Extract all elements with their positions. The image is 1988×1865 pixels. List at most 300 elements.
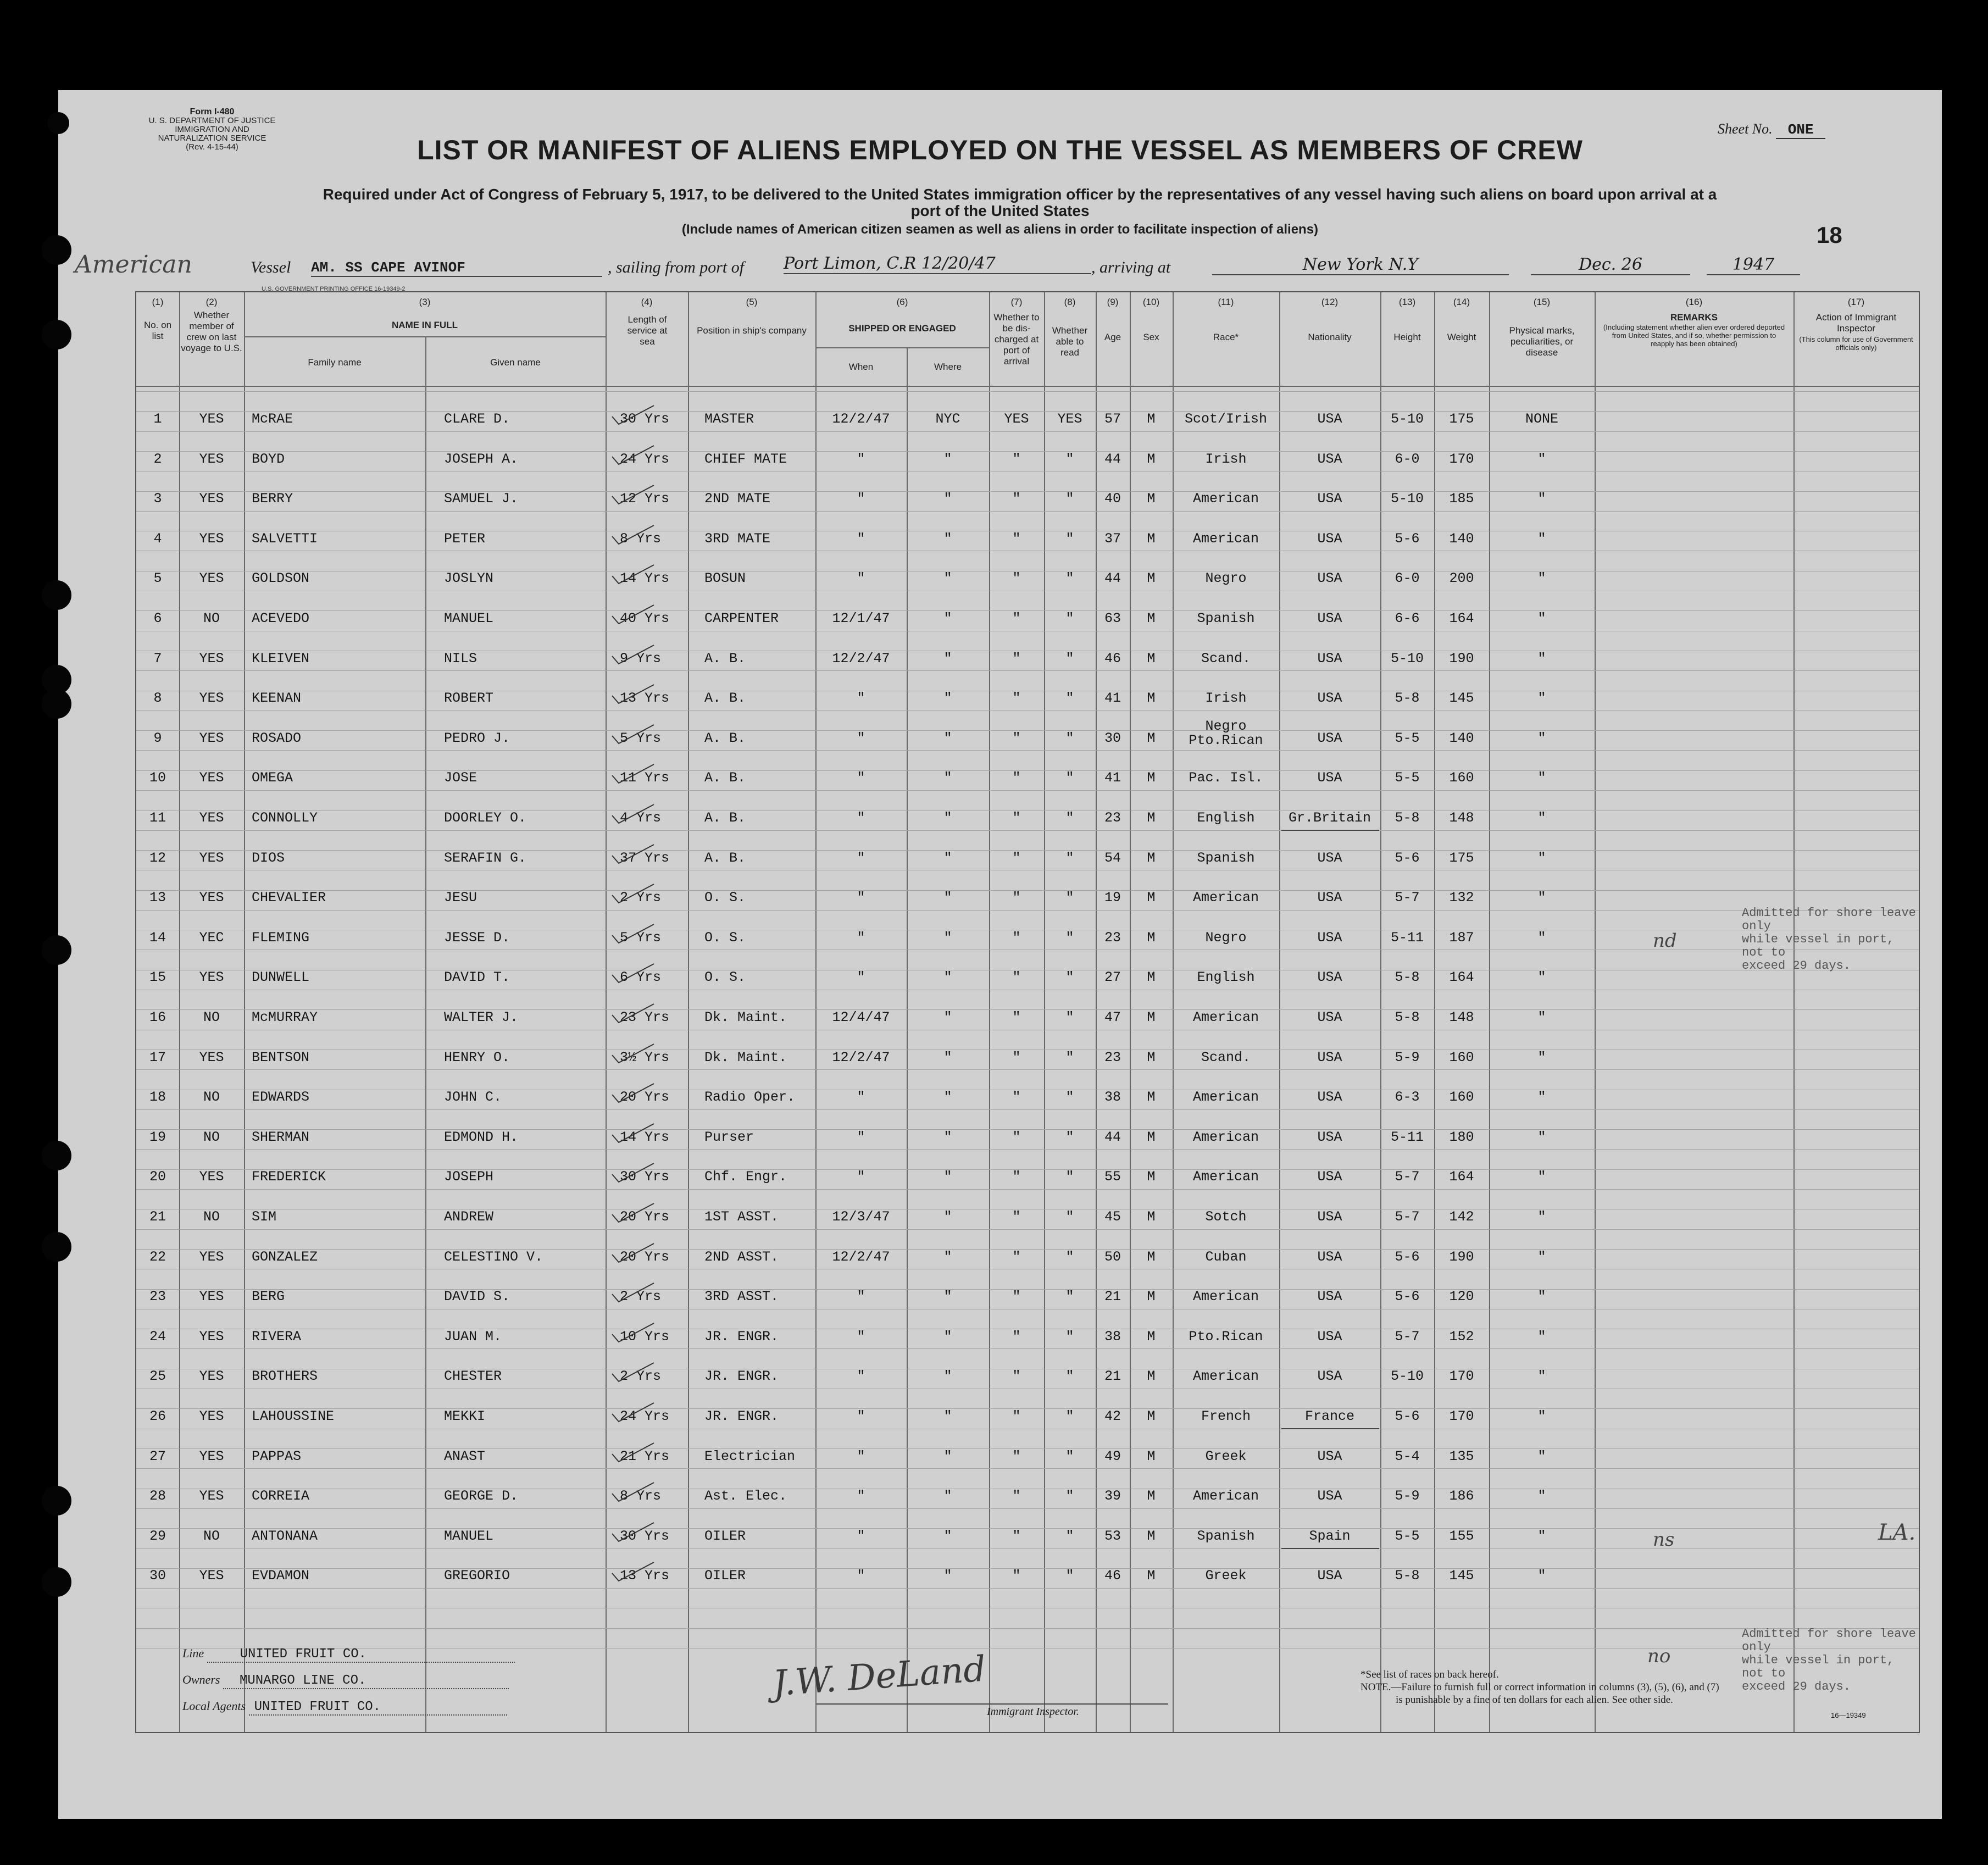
table-row <box>136 718 1919 758</box>
cell-service: 14 Yrs <box>620 570 670 587</box>
cell-given: DAVID S. <box>444 1289 510 1305</box>
cell-service: 11 Yrs <box>620 770 670 786</box>
cell-read: " <box>1065 1408 1074 1424</box>
cell-nationality: USA <box>1317 1129 1342 1145</box>
cell-nationality: USA <box>1317 1089 1342 1106</box>
cell-family: McRAE <box>252 411 293 427</box>
cell-nationality: USA <box>1317 1448 1342 1464</box>
cell-position: JR. ENGR. <box>704 1408 779 1424</box>
table-row <box>136 1117 1919 1157</box>
cell-service: 5 Yrs <box>620 730 662 746</box>
row26-action: LA. <box>1878 1520 1916 1545</box>
cell-race: American <box>1192 890 1259 906</box>
cell-where: " <box>943 1528 952 1544</box>
cell-where: " <box>943 1368 952 1385</box>
cell-race: American <box>1192 1129 1259 1145</box>
cell-crew: YES <box>199 1408 224 1424</box>
table-row <box>136 1476 1919 1516</box>
cell-position: A. B. <box>704 730 746 746</box>
cell-family: FLEMING <box>252 929 310 946</box>
colnum: (9) <box>1107 297 1119 307</box>
table-row <box>136 1396 1919 1436</box>
check-mark-icon <box>610 1362 659 1384</box>
cell-when: " <box>857 929 865 946</box>
cell-given: JOSE <box>444 770 477 786</box>
cell-race: American <box>1192 530 1259 547</box>
cell-sex: M <box>1147 1089 1156 1106</box>
cell-given: JOSEPH <box>444 1169 494 1185</box>
cell-physical: " <box>1537 1368 1546 1385</box>
cell-read: " <box>1065 1368 1074 1385</box>
cell-physical: " <box>1537 491 1546 507</box>
cell-age: 53 <box>1104 1528 1121 1544</box>
cell-position: OILER <box>704 1528 746 1544</box>
margin-note: American <box>75 251 192 279</box>
cell-age: 41 <box>1104 690 1121 707</box>
cell-read: " <box>1065 451 1074 467</box>
cell-crew: NO <box>203 1209 220 1225</box>
cell-discharged: " <box>1012 969 1021 986</box>
cell-nationality: USA <box>1317 1488 1342 1505</box>
cell-discharged: " <box>1012 770 1021 786</box>
cell-age: 40 <box>1104 491 1121 507</box>
cell-read: " <box>1065 1089 1074 1106</box>
cell-physical: " <box>1537 1089 1546 1106</box>
table-row <box>136 1037 1919 1077</box>
header-weight: Weight <box>1447 332 1476 342</box>
cell-crew: YES <box>199 411 224 427</box>
cell-discharged: " <box>1012 890 1021 906</box>
cell-physical: " <box>1537 770 1546 786</box>
cell-sex: M <box>1147 530 1156 547</box>
cell-sex: M <box>1147 690 1156 707</box>
cell-sex: M <box>1147 730 1156 746</box>
cell-sex: M <box>1147 1289 1156 1305</box>
cell-weight: 135 <box>1449 1448 1474 1464</box>
table-row <box>136 678 1919 718</box>
cell-service: 23 Yrs <box>620 1009 670 1025</box>
cell-crew: YES <box>199 730 224 746</box>
cell-crew: NO <box>203 1089 220 1106</box>
cell-discharged: " <box>1012 1528 1021 1544</box>
cell-weight: 190 <box>1449 1248 1474 1265</box>
check-mark-icon <box>610 963 659 985</box>
agents-label: Local Agents <box>182 1699 246 1713</box>
cell-position: Purser <box>704 1129 754 1145</box>
cell-family: KLEIVEN <box>252 650 310 667</box>
cell-sex: M <box>1147 770 1156 786</box>
cell-read: " <box>1065 530 1074 547</box>
cell-nationality: USA <box>1317 1328 1342 1345</box>
cell-crew: NO <box>203 610 220 626</box>
cell-race: Sotch <box>1205 1209 1247 1225</box>
remark-line: exceed 29 days. <box>1742 959 1851 973</box>
check-mark-icon <box>610 923 659 945</box>
row26-mark: ns <box>1653 1529 1675 1551</box>
cell-sex: M <box>1147 810 1156 826</box>
cell-weight: 186 <box>1449 1488 1474 1505</box>
cell-read: " <box>1065 1448 1074 1464</box>
cell-physical: " <box>1537 530 1546 547</box>
cell-given: JESU <box>444 890 477 906</box>
cell-race: Negro Pto.Rican <box>1189 718 1263 748</box>
cell-sex: M <box>1147 1568 1156 1584</box>
cell-race: Greek <box>1205 1448 1247 1464</box>
table-row <box>136 1356 1919 1396</box>
cell-physical: " <box>1537 1009 1546 1025</box>
cell-height: 5-7 <box>1395 1169 1420 1185</box>
cell-no: 13 <box>149 890 166 906</box>
cell-no: 15 <box>149 969 166 986</box>
cell-age: 38 <box>1104 1089 1121 1106</box>
cell-physical: " <box>1537 650 1546 667</box>
cell-where: " <box>943 1129 952 1145</box>
cell-race: Scot/Irish <box>1184 411 1268 427</box>
form-number: Form I-480 <box>190 107 235 116</box>
cell-family: EVDAMON <box>252 1568 310 1584</box>
cell-race: Negro <box>1205 929 1247 946</box>
cell-discharged: " <box>1012 1328 1021 1345</box>
cell-discharged: " <box>1012 929 1021 946</box>
cell-family: CORREIA <box>252 1488 310 1505</box>
cell-no: 30 <box>149 1568 166 1584</box>
cell-where: " <box>943 491 952 507</box>
cell-race: American <box>1192 1368 1259 1385</box>
cell-when: " <box>857 491 865 507</box>
remark-line: Admitted for shore leave only <box>1742 906 1916 933</box>
cell-physical: " <box>1537 610 1546 626</box>
cell-service: 10 Yrs <box>620 1328 670 1345</box>
page-number: 18 <box>1817 222 1842 248</box>
cell-sex: M <box>1147 610 1156 626</box>
cell-when: 12/4/47 <box>832 1009 890 1025</box>
cell-race: Cuban <box>1205 1248 1247 1265</box>
cell-physical: " <box>1537 1408 1546 1424</box>
manifest-page <box>58 90 1942 1819</box>
cell-service: 40 Yrs <box>620 610 670 626</box>
cell-read: " <box>1065 570 1074 587</box>
cell-crew: YES <box>199 810 224 826</box>
cell-height: 6-6 <box>1395 610 1420 626</box>
cell-given: MANUEL <box>444 610 494 626</box>
cell-family: ROSADO <box>252 730 302 746</box>
cell-family: PAPPAS <box>252 1448 302 1464</box>
colnum: (6) <box>896 297 908 307</box>
cell-height: 5-8 <box>1395 969 1420 986</box>
cell-physical: " <box>1537 1129 1546 1145</box>
cell-age: 46 <box>1104 1568 1121 1584</box>
inspector-line <box>817 1703 1168 1705</box>
cell-race: Spanish <box>1197 1528 1255 1544</box>
cell-given: ANAST <box>444 1448 486 1464</box>
remark-line: while vessel in port, not to <box>1742 1653 1895 1680</box>
check-mark-icon <box>610 644 659 666</box>
cell-given: PEDRO J. <box>444 730 510 746</box>
cell-race: Pto.Rican <box>1189 1328 1263 1345</box>
cell-nationality: USA <box>1317 610 1342 626</box>
cell-crew: YES <box>199 1368 224 1385</box>
cell-height: 5-6 <box>1395 1289 1420 1305</box>
cell-age: 37 <box>1104 530 1121 547</box>
cell-sex: M <box>1147 969 1156 986</box>
cell-position: Radio Oper. <box>704 1089 796 1106</box>
cell-physical: " <box>1537 890 1546 906</box>
cell-discharged: " <box>1012 850 1021 866</box>
cell-age: 45 <box>1104 1209 1121 1225</box>
header-physical: Physical marks, peculiarities, or disease <box>1509 325 1575 358</box>
cell-sex: M <box>1147 1448 1156 1464</box>
cell-where: " <box>943 730 952 746</box>
check-mark-icon <box>610 1561 659 1583</box>
cell-read: " <box>1065 770 1074 786</box>
header-nationality: Nationality <box>1308 332 1352 342</box>
colnum: (5) <box>746 297 758 307</box>
cell-when: " <box>857 451 865 467</box>
cell-physical: " <box>1537 929 1546 946</box>
cell-read: " <box>1065 929 1074 946</box>
cell-service: 8 Yrs <box>620 1488 662 1505</box>
cell-no: 26 <box>149 1408 166 1424</box>
cell-given: MEKKI <box>444 1408 486 1424</box>
header-remarks: REMARKS <box>1670 312 1718 323</box>
check-mark-icon <box>610 803 659 825</box>
cell-discharged: " <box>1012 1209 1021 1225</box>
cell-race: Irish <box>1205 690 1247 707</box>
cell-physical: " <box>1537 810 1546 826</box>
header-where: Where <box>934 362 962 372</box>
cell-height: 5-8 <box>1395 1009 1420 1025</box>
cell-service: 21 Yrs <box>620 1448 670 1464</box>
cell-no: 18 <box>149 1089 166 1106</box>
colnum: (14) <box>1453 297 1470 307</box>
check-mark-icon <box>610 684 659 706</box>
cell-physical: " <box>1537 1488 1546 1505</box>
colnum: (15) <box>1533 297 1551 307</box>
cell-family: BENTSON <box>252 1049 310 1065</box>
cell-no: 24 <box>149 1328 166 1345</box>
punch-hole <box>47 112 69 134</box>
cell-age: 46 <box>1104 650 1121 667</box>
arriving-label: , arriving at <box>1091 258 1171 276</box>
cell-physical: " <box>1537 1448 1546 1464</box>
cell-crew: YES <box>199 650 224 667</box>
nationality-underline <box>1281 830 1379 831</box>
cell-crew: YES <box>199 1488 224 1505</box>
cell-nationality: USA <box>1317 850 1342 866</box>
cell-height: 6-0 <box>1395 451 1420 467</box>
cell-where: NYC <box>935 411 960 427</box>
cell-nationality: USA <box>1317 929 1342 946</box>
cell-position: 1ST ASST. <box>704 1209 779 1225</box>
cell-where: " <box>943 1169 952 1185</box>
cell-position: Dk. Maint. <box>704 1009 787 1025</box>
cell-family: DUNWELL <box>252 969 310 986</box>
cell-nationality: USA <box>1317 1368 1342 1385</box>
cell-given: GREGORIO <box>444 1568 510 1584</box>
cell-race: American <box>1192 1089 1259 1106</box>
cell-given: JOHN C. <box>444 1089 502 1106</box>
cell-physical: " <box>1537 1328 1546 1345</box>
cell-nationality: USA <box>1317 530 1342 547</box>
cell-weight: 140 <box>1449 730 1474 746</box>
cell-nationality: Spain <box>1309 1528 1351 1544</box>
cell-race: English <box>1197 810 1255 826</box>
cell-where: " <box>943 1328 952 1345</box>
cell-when: " <box>857 1448 865 1464</box>
cell-service: 30 Yrs <box>620 1528 670 1544</box>
cell-read: " <box>1065 1328 1074 1345</box>
cell-given: CELESTINO V. <box>444 1248 543 1265</box>
cell-no: 4 <box>153 530 162 547</box>
cell-weight: 170 <box>1449 1408 1474 1424</box>
cell-given: ROBERT <box>444 690 494 707</box>
row29-mark: no <box>1647 1645 1671 1667</box>
nationality-underline <box>1281 1548 1379 1549</box>
cell-sex: M <box>1147 1169 1156 1185</box>
cell-service: 20 Yrs <box>620 1248 670 1265</box>
cell-height: 5-6 <box>1395 1408 1420 1424</box>
cell-no: 2 <box>153 451 162 467</box>
cell-when: 12/2/47 <box>832 411 890 427</box>
cell-weight: 152 <box>1449 1328 1474 1345</box>
cell-physical: " <box>1537 570 1546 587</box>
cell-age: 30 <box>1104 730 1121 746</box>
cell-sex: M <box>1147 451 1156 467</box>
check-mark-icon <box>610 1242 659 1264</box>
cell-sex: M <box>1147 1528 1156 1544</box>
cell-where: " <box>943 570 952 587</box>
cell-when: 12/2/47 <box>832 650 890 667</box>
cell-physical: " <box>1537 1209 1546 1225</box>
punch-hole <box>42 935 71 965</box>
cell-sex: M <box>1147 1209 1156 1225</box>
cell-read: " <box>1065 1009 1074 1025</box>
cell-family: RIVERA <box>252 1328 302 1345</box>
table-row <box>136 639 1919 678</box>
check-mark-icon <box>610 404 659 426</box>
cell-position: MASTER <box>704 411 754 427</box>
cell-height: 5-11 <box>1390 1129 1424 1145</box>
table-row <box>136 1556 1919 1595</box>
owners-value: MUNARGO LINE CO. <box>223 1673 509 1689</box>
nationality-underline <box>1281 1428 1379 1429</box>
cell-no: 3 <box>153 491 162 507</box>
cell-physical: " <box>1537 1568 1546 1584</box>
cell-sex: M <box>1147 1408 1156 1424</box>
cell-no: 22 <box>149 1248 166 1265</box>
cell-given: SAMUEL J. <box>444 491 519 507</box>
cell-nationality: France <box>1304 1408 1354 1424</box>
cell-read: " <box>1065 1129 1074 1145</box>
line-value: UNITED FRUIT CO. <box>207 1647 515 1663</box>
cell-weight: 164 <box>1449 1169 1474 1185</box>
check-mark-icon <box>610 1481 659 1503</box>
punch-hole <box>42 1567 71 1597</box>
cell-height: 5-7 <box>1395 1209 1420 1225</box>
cell-age: 47 <box>1104 1009 1121 1025</box>
cell-physical: " <box>1537 1289 1546 1305</box>
cell-service: 24 Yrs <box>620 1408 670 1424</box>
cell-discharged: " <box>1012 730 1021 746</box>
cell-family: SALVETTI <box>252 530 318 547</box>
cell-given: WALTER J. <box>444 1009 519 1025</box>
check-mark-icon <box>610 1003 659 1025</box>
header-able-to-read: Whether able to read <box>1052 325 1088 358</box>
colnum: (8) <box>1064 297 1076 307</box>
colnum: (2) <box>206 297 218 307</box>
cell-sex: M <box>1147 1129 1156 1145</box>
cell-no: 6 <box>153 610 162 626</box>
ruling-line <box>136 1628 1919 1629</box>
cell-family: LAHOUSSINE <box>252 1408 335 1424</box>
cell-no: 14 <box>149 929 166 946</box>
cell-race: Negro <box>1205 570 1247 587</box>
cell-crew: NO <box>203 1129 220 1145</box>
header-no-on-list: No. on list <box>143 320 172 341</box>
cell-when: " <box>857 969 865 986</box>
cell-service: 20 Yrs <box>620 1209 670 1225</box>
cell-when: 12/3/47 <box>832 1209 890 1225</box>
table-row <box>136 479 1919 518</box>
header-discharged: Whether to be dis-charged at port of arrival <box>993 312 1040 367</box>
cell-age: 57 <box>1104 411 1121 427</box>
cell-when: " <box>857 530 865 547</box>
footer-code: 16—19349 <box>1831 1711 1866 1719</box>
table-row <box>136 1157 1919 1196</box>
cell-read: " <box>1065 1488 1074 1505</box>
cell-no: 28 <box>149 1488 166 1505</box>
cell-when: " <box>857 1129 865 1145</box>
cell-height: 5-10 <box>1390 650 1424 667</box>
cell-service: 9 Yrs <box>620 650 662 667</box>
cell-nationality: USA <box>1317 690 1342 707</box>
cell-position: 2ND ASST. <box>704 1248 779 1265</box>
cell-discharged: " <box>1012 1448 1021 1464</box>
cell-weight: 175 <box>1449 850 1474 866</box>
cell-race: Pac. Isl. <box>1189 770 1263 786</box>
cell-given: DAVID T. <box>444 969 510 986</box>
cell-age: 41 <box>1104 770 1121 786</box>
cell-race: Spanish <box>1197 850 1255 866</box>
note-2: is punishable by a fine of ten dollars for each alien. See other side. <box>1396 1694 1673 1706</box>
cell-family: DIOS <box>252 850 285 866</box>
cell-height: 5-5 <box>1395 770 1420 786</box>
cell-where: " <box>943 810 952 826</box>
table-row <box>136 878 1919 917</box>
cell-family: SIM <box>252 1209 277 1225</box>
cell-discharged: " <box>1012 1568 1021 1584</box>
cell-nationality: USA <box>1317 491 1342 507</box>
remark-line: Admitted for shore leave only <box>1742 1627 1916 1654</box>
cell-physical: " <box>1537 1248 1546 1265</box>
table-row <box>136 1197 1919 1236</box>
header-rule <box>815 347 989 348</box>
cell-nationality: USA <box>1317 1209 1342 1225</box>
check-mark-icon <box>610 564 659 586</box>
cell-weight: 175 <box>1449 411 1474 427</box>
sheet-label: Sheet No. <box>1718 121 1773 137</box>
check-mark-icon <box>610 524 659 546</box>
cell-sex: M <box>1147 890 1156 906</box>
cell-service: 12 Yrs <box>620 491 670 507</box>
cell-physical: " <box>1537 1049 1546 1065</box>
cell-read: " <box>1065 730 1074 746</box>
colnum: (11) <box>1218 297 1234 307</box>
cell-where: " <box>943 1209 952 1225</box>
note-1: NOTE.—Failure to furnish full or correct information in columns (3), (5), (6), and (7) <box>1360 1681 1719 1693</box>
cell-where: " <box>943 1448 952 1464</box>
cell-weight: 160 <box>1449 1049 1474 1065</box>
